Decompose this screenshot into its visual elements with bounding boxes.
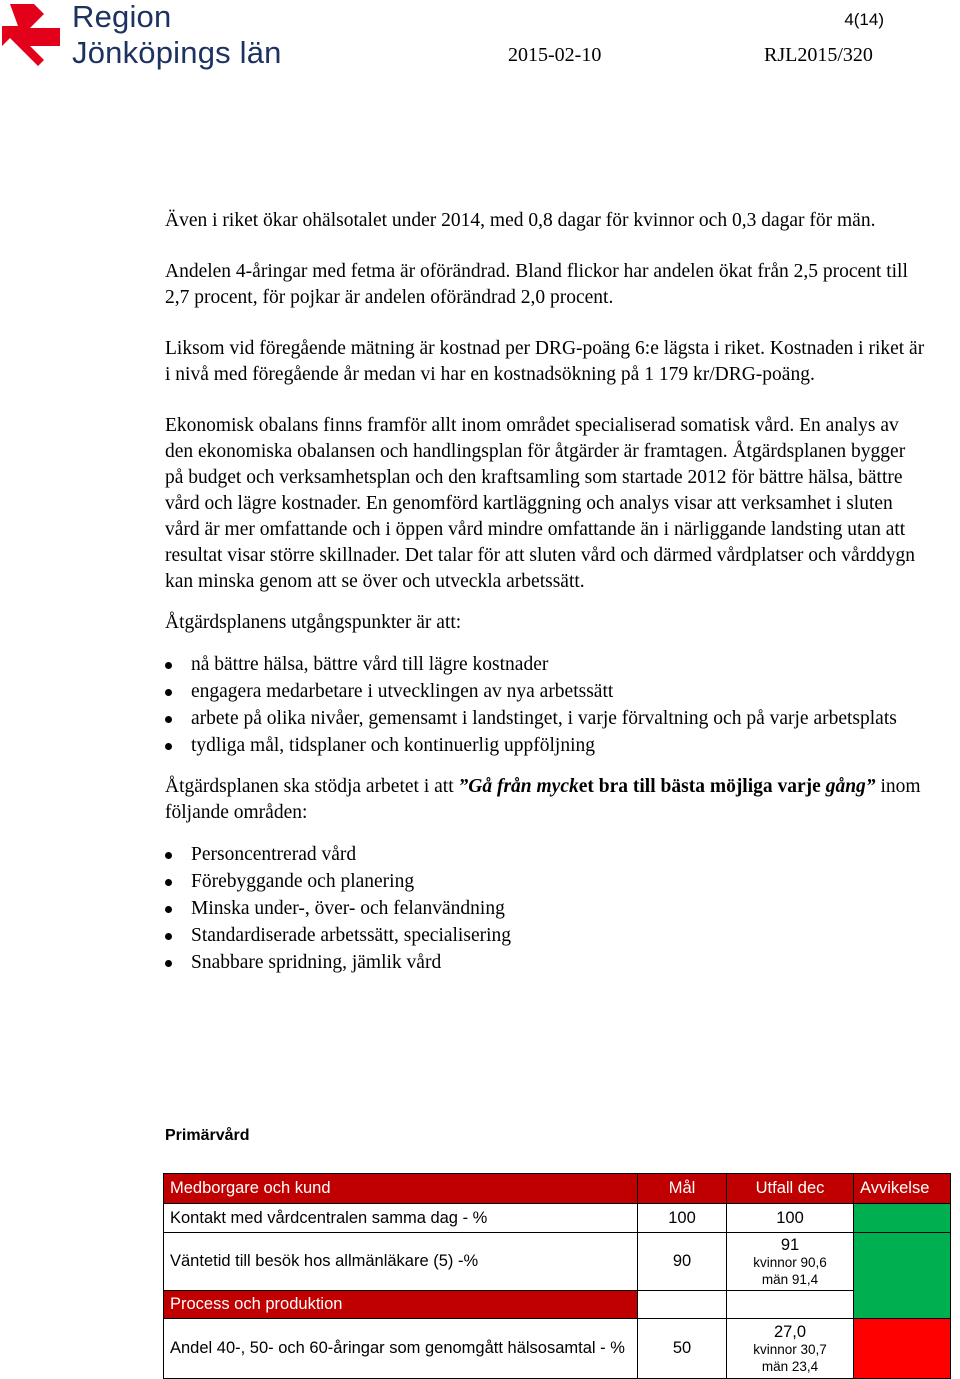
paragraph-drg-cost: Liksom vid föregående mätning är kostnad per DRG-poäng 6:e lägsta i riket. Kostnaden i riket är i nivå med föregående år medan vi har en kostnadsökning på 1 179 kr/DRG-poäng. bbox=[165, 338, 925, 385]
kpi-table bbox=[163, 1173, 951, 1379]
row-goal: 100 bbox=[638, 1204, 727, 1233]
row-label: Väntetid till besök hos allmänläkare (5) -% bbox=[164, 1233, 638, 1291]
outcome-women: kvinnor 90,6 bbox=[753, 1254, 827, 1270]
outcome-men: män 91,4 bbox=[761, 1271, 819, 1287]
row-goal: 50 bbox=[638, 1319, 727, 1379]
row-label: Kontakt med vårdcentralen samma dag - % bbox=[164, 1204, 638, 1233]
paragraph-obesity: Andelen 4-åringar med fetma är oförändrad. Bland flickor har andelen ökat från 2,5 procent till 2,7 procent, för pojkar är andelen oförändrad 2,0 procent. bbox=[165, 261, 908, 308]
paragraph-economic-imbalance: Ekonomisk obalans finns framför allt inom området specialiserad somatisk vård. En analys av den ekonomiska obalansen och handlingsplan för åtgärder är framtagen. Åtgärdsplanen bygger på budget och verksamhetsplan och den kraftsamling som startade 2012 för bättre hälsa, bättre vård och lägre kostnader. En genomförd kartläggning och analys visar att verksamhet i sluten vård är mer omfattande och i öppen vård mindre omfattande än i närliggande landsting utan att resultat visar större skillnader. Det talar för att sluten vård och därmed vårdplatser och vårddygn kan minska genom att se över och utveckla arbetssätt. bbox=[165, 415, 915, 592]
logo-text-county: Jönköpings län bbox=[72, 35, 282, 70]
status-indicator-green bbox=[854, 1233, 951, 1319]
plan-areas-text-end: inom följande områden: bbox=[165, 776, 921, 823]
row-label: Andel 40-, 50- och 60-åringar som genomgått hälsosamtal - % bbox=[164, 1319, 638, 1379]
outcome-total: 27,0 bbox=[773, 1322, 807, 1341]
row-outcome bbox=[727, 1233, 854, 1291]
status-indicator-red bbox=[854, 1319, 951, 1379]
document-reference: RJL2015/320 bbox=[764, 44, 873, 66]
section-title: Primärvård bbox=[165, 1127, 250, 1144]
empty-cell bbox=[727, 1291, 854, 1319]
header-goal: Mål bbox=[638, 1174, 727, 1204]
plan-areas-bold: et bra till bästa möjliga varje bbox=[578, 776, 826, 797]
table-row bbox=[164, 1233, 951, 1291]
paragraph-sick-leave: Även i riket ökar ohälsotalet under 2014, med 0,8 dagar för kvinnor och 0,3 dagar för män. bbox=[165, 210, 876, 231]
status-indicator-green bbox=[854, 1204, 951, 1233]
list-item: arbete på olika nivåer, gemensamt i landstinget, i varje förvaltning och på varje arbetsplats bbox=[165, 705, 925, 732]
row-outcome: 100 bbox=[727, 1204, 854, 1233]
logo-text-region: Region bbox=[72, 0, 172, 34]
document-body bbox=[165, 208, 925, 976]
plan-areas-text: Åtgärdsplanen ska stödja arbetet i att bbox=[165, 776, 459, 797]
list-item: Standardiserade arbetssätt, specialisering bbox=[165, 922, 925, 949]
document-date: 2015-02-10 bbox=[508, 44, 602, 66]
plan-areas-list bbox=[165, 841, 925, 976]
plan-areas-emphasis: ”Gå från myck bbox=[458, 776, 579, 797]
plan-areas-emphasis-end: gång” bbox=[825, 776, 876, 797]
section-label: Process och produktion bbox=[164, 1291, 638, 1319]
list-item: Snabbare spridning, jämlik vård bbox=[165, 949, 925, 976]
region-cross-icon bbox=[0, 2, 66, 66]
outcome-women: kvinnor 30,7 bbox=[753, 1341, 827, 1357]
header-deviation: Avvikelse bbox=[854, 1174, 951, 1204]
table-header-row bbox=[164, 1174, 951, 1204]
list-item: Minska under-, över- och felanvändning bbox=[165, 895, 925, 922]
list-item: tydliga mål, tidsplaner och kontinuerlig uppföljning bbox=[165, 732, 925, 759]
region-logo bbox=[0, 0, 290, 75]
header-perspective: Medborgare och kund bbox=[164, 1174, 638, 1204]
table-section-row bbox=[164, 1291, 951, 1319]
list-item: engagera medarbetare i utvecklingen av nya arbetssätt bbox=[165, 678, 925, 705]
empty-cell bbox=[638, 1291, 727, 1319]
row-goal: 90 bbox=[638, 1233, 727, 1291]
row-outcome bbox=[727, 1319, 854, 1379]
paragraph-plan-areas bbox=[165, 774, 925, 826]
paragraph-plan-basis: Åtgärdsplanens utgångspunkter är att: bbox=[165, 612, 462, 633]
outcome-total: 91 bbox=[780, 1235, 800, 1254]
list-item: Förebyggande och planering bbox=[165, 868, 925, 895]
list-item: Personcentrerad vård bbox=[165, 841, 925, 868]
outcome-men: män 23,4 bbox=[761, 1358, 819, 1374]
table-row bbox=[164, 1204, 951, 1233]
header-outcome: Utfall dec bbox=[727, 1174, 854, 1204]
table-row bbox=[164, 1319, 951, 1379]
plan-basis-list bbox=[165, 651, 925, 759]
page-number: 4(14) bbox=[844, 10, 884, 29]
list-item: nå bättre hälsa, bättre vård till lägre kostnader bbox=[165, 651, 925, 678]
